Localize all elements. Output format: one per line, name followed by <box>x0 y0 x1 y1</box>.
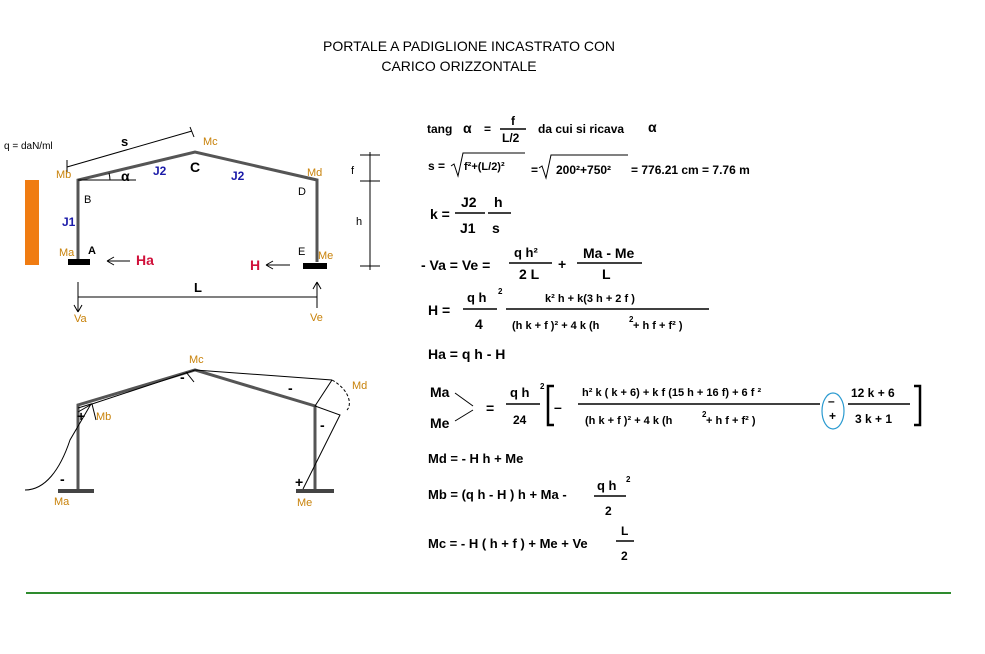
mb-den: 2 <box>605 504 612 518</box>
moment-sign-a: - <box>60 471 65 487</box>
label-va: Va <box>74 313 87 325</box>
s-result: = 776.21 cm = 7.76 m <box>631 163 750 177</box>
formulas <box>421 114 920 563</box>
mame-num-1: q h <box>510 385 530 400</box>
s-label: s <box>121 134 129 149</box>
alpha-arc <box>109 173 110 180</box>
tang-den: L/2 <box>502 131 520 145</box>
va-den-2: L <box>602 266 611 282</box>
moment-label-mc: Mc <box>189 354 204 366</box>
title-line-2: CARICO ORIZZONTALE <box>381 58 537 74</box>
k-lhs: k = <box>430 206 450 222</box>
label-ve: Ve <box>310 312 323 324</box>
mame-pm-minus: – <box>828 394 835 408</box>
tang-lhs: tang <box>427 122 453 136</box>
tang-alpha-2: α <box>648 119 657 135</box>
moment-sign-right: - <box>320 417 325 433</box>
load-bar <box>25 180 39 265</box>
label-me: Me <box>318 250 334 262</box>
node-b: B <box>84 194 92 206</box>
tang-alpha: α <box>463 120 472 136</box>
label-j2-right: J2 <box>231 169 245 183</box>
moment-sign-d: - <box>288 380 293 396</box>
moment-label-md: Md <box>352 380 368 392</box>
node-a: A <box>88 245 96 257</box>
tang-eq: = <box>484 122 492 136</box>
k-num-2: h <box>494 194 503 210</box>
md-formula: Md = - H h + Me <box>428 451 524 466</box>
mame-minus: – <box>554 399 562 415</box>
s-dimension-line <box>67 131 192 167</box>
h-den-2-sup: 2 <box>629 315 634 324</box>
label-j2-left: J2 <box>153 164 167 178</box>
node-e: E <box>298 246 306 258</box>
mc-den: 2 <box>621 549 628 563</box>
label-l: L <box>194 280 202 295</box>
ha-formula: Ha = q h - H <box>428 346 506 362</box>
mame-brace-top <box>455 393 473 406</box>
moment-label-me: Me <box>297 497 313 509</box>
label-f: f <box>351 165 355 177</box>
mame-den-2-sup: 2 <box>702 410 707 419</box>
h-num-1: q h <box>467 290 487 305</box>
va-num-1: q h² <box>514 245 538 260</box>
label-j1: J1 <box>62 215 76 229</box>
va-num-2: Ma - Me <box>583 245 635 261</box>
label-h-dim: h <box>356 216 363 228</box>
h-num-2: k² h + k(3 h + 2 f ) <box>545 293 635 305</box>
h-num-1-sup: 2 <box>498 287 503 296</box>
support-a <box>68 259 90 265</box>
moment-sign-b: + <box>77 408 86 424</box>
mame-eq: = <box>486 400 495 416</box>
moment-sign-e: + <box>295 474 304 490</box>
mb-num-sup: 2 <box>626 475 631 484</box>
h-den-1: 4 <box>475 316 483 332</box>
k-num-1: J2 <box>461 194 477 210</box>
h-den-2: (h k + f )² + 4 k (h <box>512 320 600 332</box>
s-eq: = <box>531 163 539 177</box>
mb-num: q h <box>597 478 617 493</box>
h-den-2-b: + h f + f² ) <box>633 320 683 332</box>
s-radical-2-content: 200²+750² <box>556 163 612 177</box>
tang-text: da cui si ricava <box>538 122 625 136</box>
mame-den-2: (h k + f )² + 4 k (h <box>585 415 673 427</box>
mc-num: L <box>621 524 629 538</box>
h-lhs: H = <box>428 302 451 318</box>
moment-curve-apex <box>186 372 194 382</box>
moment-support-a <box>58 489 94 493</box>
s-lhs: s = <box>428 159 446 173</box>
frame-diagram <box>4 127 380 325</box>
node-d: D <box>298 186 306 198</box>
label-mb: Mb <box>56 169 72 181</box>
label-ma: Ma <box>59 247 75 259</box>
label-h: H <box>250 257 261 273</box>
mb-formula-lhs: Mb = (q h - H ) h + Ma - <box>428 487 567 502</box>
moment-sign-c: - <box>180 369 185 385</box>
label-mc: Mc <box>203 136 218 148</box>
load-label: q = daN/ml <box>4 141 53 152</box>
s-radical-1-content: f²+(L/2)² <box>464 161 505 173</box>
moment-label-ma: Ma <box>54 496 70 508</box>
moment-curve-md <box>332 380 349 410</box>
mame-num-3: 12 k + 6 <box>851 386 895 400</box>
mame-ma: Ma <box>430 384 450 400</box>
support-e <box>303 263 327 269</box>
moment-label-mb: Mb <box>96 411 112 423</box>
label-ha: Ha <box>136 252 154 268</box>
k-den-1: J1 <box>460 220 476 236</box>
mc-formula-lhs: Mc = - H ( h + f ) + Me + Ve <box>428 536 588 551</box>
mame-brace-bottom <box>455 410 473 421</box>
title-line-1: PORTALE A PADIGLIONE INCASTRATO CON <box>323 38 615 54</box>
va-plus: + <box>558 256 567 272</box>
alpha-label: α <box>121 168 130 184</box>
mame-me: Me <box>430 415 450 431</box>
mame-pm-plus: + <box>829 409 837 423</box>
mame-bracket-right <box>914 386 920 425</box>
s-tick-right <box>190 127 194 137</box>
mame-den-1: 24 <box>513 413 527 427</box>
va-lhs: - Va = Ve = <box>421 257 491 273</box>
mame-den-2-b: + h f + f² ) <box>706 415 756 427</box>
mame-den-3: 3 k + 1 <box>855 412 893 426</box>
va-den-1: 2 L <box>519 266 540 282</box>
label-md: Md <box>307 167 323 179</box>
tang-num: f <box>511 114 515 128</box>
moment-curve-right <box>303 380 340 489</box>
k-den-2: s <box>492 220 500 236</box>
moment-diagram <box>25 354 367 509</box>
moment-frame <box>78 370 315 490</box>
mame-num-2: h² k ( k + 6) + k f (15 h + 16 f) + 6 f ² <box>582 387 762 399</box>
mame-num-1-sup: 2 <box>540 382 545 391</box>
node-c: C <box>190 159 201 175</box>
